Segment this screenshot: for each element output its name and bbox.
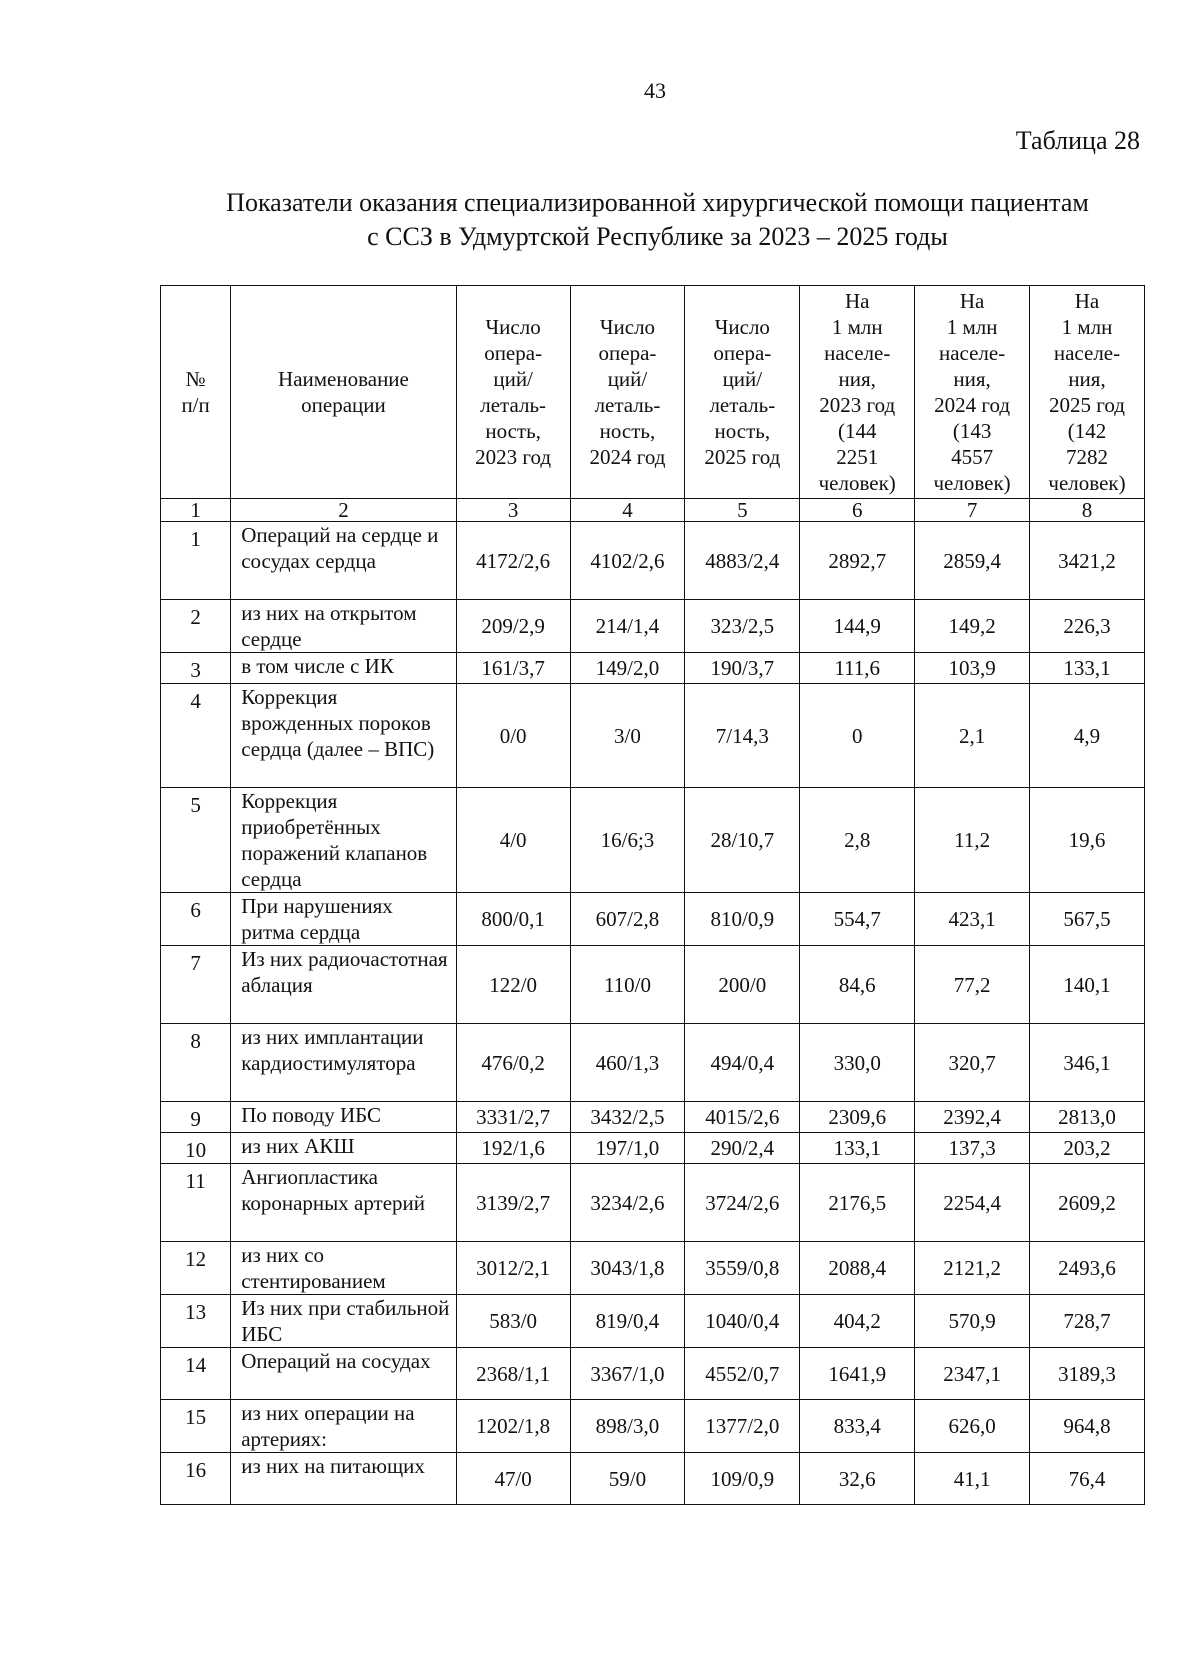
value-cell: 16/6;3 — [570, 788, 685, 893]
value-cell: 197/1,0 — [570, 1133, 685, 1164]
column-number-cell: 2 — [231, 499, 457, 522]
surgery-indicators-table — [160, 285, 1145, 1505]
value-cell: 964,8 — [1030, 1400, 1145, 1453]
value-cell: 2,8 — [800, 788, 915, 893]
header-cell: № п/п — [161, 286, 231, 499]
value-cell: 226,3 — [1030, 600, 1145, 653]
page-number: 43 — [644, 78, 666, 103]
header-cell: Число опера- ций/ леталь- ность, 2025 год — [685, 286, 800, 499]
table-row — [161, 1102, 1145, 1133]
value-cell: 3367/1,0 — [570, 1348, 685, 1400]
value-cell: 47/0 — [456, 1453, 570, 1505]
value-cell: 3432/2,5 — [570, 1102, 685, 1133]
row-number-cell: 7 — [161, 946, 231, 1024]
operation-name-cell: Операций на сосудах — [231, 1348, 457, 1400]
table-title — [160, 186, 1155, 254]
operation-name-cell: Из них радиочастотная аблация — [231, 946, 457, 1024]
operation-name-cell: Ангиопластика коронарных артерий — [231, 1164, 457, 1242]
value-cell: 1377/2,0 — [685, 1400, 800, 1453]
table-row — [161, 1295, 1145, 1348]
row-number-cell: 3 — [161, 653, 231, 684]
value-cell: 137,3 — [915, 1133, 1030, 1164]
value-cell: 32,6 — [800, 1453, 915, 1505]
value-cell: 810/0,9 — [685, 893, 800, 946]
value-cell: 4552/0,7 — [685, 1348, 800, 1400]
value-cell: 423,1 — [915, 893, 1030, 946]
value-cell: 3331/2,7 — [456, 1102, 570, 1133]
value-cell: 570,9 — [915, 1295, 1030, 1348]
value-cell: 1040/0,4 — [685, 1295, 800, 1348]
value-cell: 2368/1,1 — [456, 1348, 570, 1400]
value-cell: 161/3,7 — [456, 653, 570, 684]
row-number-cell: 1 — [161, 522, 231, 600]
value-cell: 4883/2,4 — [685, 522, 800, 600]
operation-name-cell: из них на питающих — [231, 1453, 457, 1505]
value-cell: 133,1 — [1030, 653, 1145, 684]
table-row — [161, 1133, 1145, 1164]
value-cell: 2892,7 — [800, 522, 915, 600]
column-number-cell: 8 — [1030, 499, 1145, 522]
value-cell: 41,1 — [915, 1453, 1030, 1505]
value-cell: 494/0,4 — [685, 1024, 800, 1102]
value-cell: 11,2 — [915, 788, 1030, 893]
value-cell: 3012/2,1 — [456, 1242, 570, 1295]
value-cell: 3189,3 — [1030, 1348, 1145, 1400]
value-cell: 209/2,9 — [456, 600, 570, 653]
value-cell: 214/1,4 — [570, 600, 685, 653]
row-number-cell: 9 — [161, 1102, 231, 1133]
value-cell: 3559/0,8 — [685, 1242, 800, 1295]
operation-name-cell: Коррекция приобретённых поражений клапанов сердца — [231, 788, 457, 893]
row-number-cell: 6 — [161, 893, 231, 946]
operation-name-cell: из них на открытом сердце — [231, 600, 457, 653]
value-cell: 28/10,7 — [685, 788, 800, 893]
value-cell: 1641,9 — [800, 1348, 915, 1400]
table-row — [161, 600, 1145, 653]
value-cell: 2813,0 — [1030, 1102, 1145, 1133]
value-cell: 133,1 — [800, 1133, 915, 1164]
value-cell: 819/0,4 — [570, 1295, 685, 1348]
operation-name-cell: При нарушениях ритма сердца — [231, 893, 457, 946]
table-label: Таблица 28 — [1015, 126, 1140, 155]
value-cell: 122/0 — [456, 946, 570, 1024]
value-cell: 3139/2,7 — [456, 1164, 570, 1242]
value-cell: 109/0,9 — [685, 1453, 800, 1505]
value-cell: 404,2 — [800, 1295, 915, 1348]
operation-name-cell: Из них при стабильной ИБС — [231, 1295, 457, 1348]
value-cell: 0/0 — [456, 684, 570, 788]
value-cell: 554,7 — [800, 893, 915, 946]
column-number-cell: 5 — [685, 499, 800, 522]
value-cell: 3/0 — [570, 684, 685, 788]
value-cell: 4102/2,6 — [570, 522, 685, 600]
value-cell: 3421,2 — [1030, 522, 1145, 600]
value-cell: 2088,4 — [800, 1242, 915, 1295]
header-row — [161, 286, 1145, 499]
value-cell: 2,1 — [915, 684, 1030, 788]
table-row — [161, 684, 1145, 788]
operation-name-cell: в том числе с ИК — [231, 653, 457, 684]
value-cell: 728,7 — [1030, 1295, 1145, 1348]
value-cell: 583/0 — [456, 1295, 570, 1348]
column-number-cell: 6 — [800, 499, 915, 522]
value-cell: 149/2,0 — [570, 653, 685, 684]
value-cell: 346,1 — [1030, 1024, 1145, 1102]
row-number-cell: 5 — [161, 788, 231, 893]
value-cell: 144,9 — [800, 600, 915, 653]
table-title-line-1: Показатели оказания специализированной хирургической помощи пациентам — [226, 188, 1089, 217]
value-cell: 4,9 — [1030, 684, 1145, 788]
value-cell: 2859,4 — [915, 522, 1030, 600]
operation-name-cell: из них имплантации кардиостимулятора — [231, 1024, 457, 1102]
operation-name-cell: из них со стентированием — [231, 1242, 457, 1295]
value-cell: 567,5 — [1030, 893, 1145, 946]
value-cell: 200/0 — [685, 946, 800, 1024]
value-cell: 800/0,1 — [456, 893, 570, 946]
row-number-cell: 16 — [161, 1453, 231, 1505]
value-cell: 19,6 — [1030, 788, 1145, 893]
table-row — [161, 946, 1145, 1024]
operation-name-cell: из них АКШ — [231, 1133, 457, 1164]
value-cell: 149,2 — [915, 600, 1030, 653]
column-number-cell: 3 — [456, 499, 570, 522]
header-cell: На 1 млн населе- ния, 2024 год (143 4557 человек) — [915, 286, 1030, 499]
row-number-cell: 14 — [161, 1348, 231, 1400]
value-cell: 2121,2 — [915, 1242, 1030, 1295]
value-cell: 190/3,7 — [685, 653, 800, 684]
value-cell: 2176,5 — [800, 1164, 915, 1242]
row-number-cell: 2 — [161, 600, 231, 653]
value-cell: 3234/2,6 — [570, 1164, 685, 1242]
value-cell: 203,2 — [1030, 1133, 1145, 1164]
row-number-cell: 11 — [161, 1164, 231, 1242]
value-cell: 4/0 — [456, 788, 570, 893]
value-cell: 84,6 — [800, 946, 915, 1024]
value-cell: 898/3,0 — [570, 1400, 685, 1453]
table-row — [161, 522, 1145, 600]
column-number-cell: 4 — [570, 499, 685, 522]
value-cell: 2493,6 — [1030, 1242, 1145, 1295]
row-number-cell: 12 — [161, 1242, 231, 1295]
value-cell: 607/2,8 — [570, 893, 685, 946]
table-title-line-2: с ССЗ в Удмуртской Республике за 2023 – 2025 годы — [367, 222, 948, 251]
table-row — [161, 1024, 1145, 1102]
table-row — [161, 1348, 1145, 1400]
header-cell: На 1 млн населе- ния, 2025 год (142 7282 человек) — [1030, 286, 1145, 499]
value-cell: 476/0,2 — [456, 1024, 570, 1102]
header-cell: Число опера- ций/ леталь- ность, 2024 год — [570, 286, 685, 499]
value-cell: 2609,2 — [1030, 1164, 1145, 1242]
value-cell: 2392,4 — [915, 1102, 1030, 1133]
value-cell: 4172/2,6 — [456, 522, 570, 600]
value-cell: 833,4 — [800, 1400, 915, 1453]
value-cell: 330,0 — [800, 1024, 915, 1102]
value-cell: 1202/1,8 — [456, 1400, 570, 1453]
table-row — [161, 1242, 1145, 1295]
row-number-cell: 13 — [161, 1295, 231, 1348]
header-cell: Наименование операции — [231, 286, 457, 499]
row-number-cell: 10 — [161, 1133, 231, 1164]
operation-name-cell: Коррекция врожденных пороков сердца (далее – ВПС) — [231, 684, 457, 788]
column-number-cell: 7 — [915, 499, 1030, 522]
value-cell: 103,9 — [915, 653, 1030, 684]
value-cell: 3043/1,8 — [570, 1242, 685, 1295]
table-row — [161, 893, 1145, 946]
table-row — [161, 1400, 1145, 1453]
value-cell: 7/14,3 — [685, 684, 800, 788]
value-cell: 320,7 — [915, 1024, 1030, 1102]
column-number-cell: 1 — [161, 499, 231, 522]
value-cell: 77,2 — [915, 946, 1030, 1024]
value-cell: 626,0 — [915, 1400, 1030, 1453]
table-row — [161, 1164, 1145, 1242]
row-number-cell: 15 — [161, 1400, 231, 1453]
column-number-row — [161, 499, 1145, 522]
value-cell: 323/2,5 — [685, 600, 800, 653]
value-cell: 4015/2,6 — [685, 1102, 800, 1133]
value-cell: 2309,6 — [800, 1102, 915, 1133]
row-number-cell: 4 — [161, 684, 231, 788]
value-cell: 140,1 — [1030, 946, 1145, 1024]
operation-name-cell: Операций на сердце и сосудах сердца — [231, 522, 457, 600]
value-cell: 59/0 — [570, 1453, 685, 1505]
operation-name-cell: По поводу ИБС — [231, 1102, 457, 1133]
value-cell: 460/1,3 — [570, 1024, 685, 1102]
header-cell: Число опера- ций/ леталь- ность, 2023 год — [456, 286, 570, 499]
table-row — [161, 653, 1145, 684]
table-row — [161, 788, 1145, 893]
header-cell: На 1 млн населе- ния, 2023 год (144 2251 человек) — [800, 286, 915, 499]
row-number-cell: 8 — [161, 1024, 231, 1102]
value-cell: 3724/2,6 — [685, 1164, 800, 1242]
operation-name-cell: из них операции на артериях: — [231, 1400, 457, 1453]
value-cell: 111,6 — [800, 653, 915, 684]
value-cell: 192/1,6 — [456, 1133, 570, 1164]
value-cell: 110/0 — [570, 946, 685, 1024]
value-cell: 2347,1 — [915, 1348, 1030, 1400]
value-cell: 76,4 — [1030, 1453, 1145, 1505]
table-row — [161, 1453, 1145, 1505]
value-cell: 0 — [800, 684, 915, 788]
value-cell: 2254,4 — [915, 1164, 1030, 1242]
value-cell: 290/2,4 — [685, 1133, 800, 1164]
